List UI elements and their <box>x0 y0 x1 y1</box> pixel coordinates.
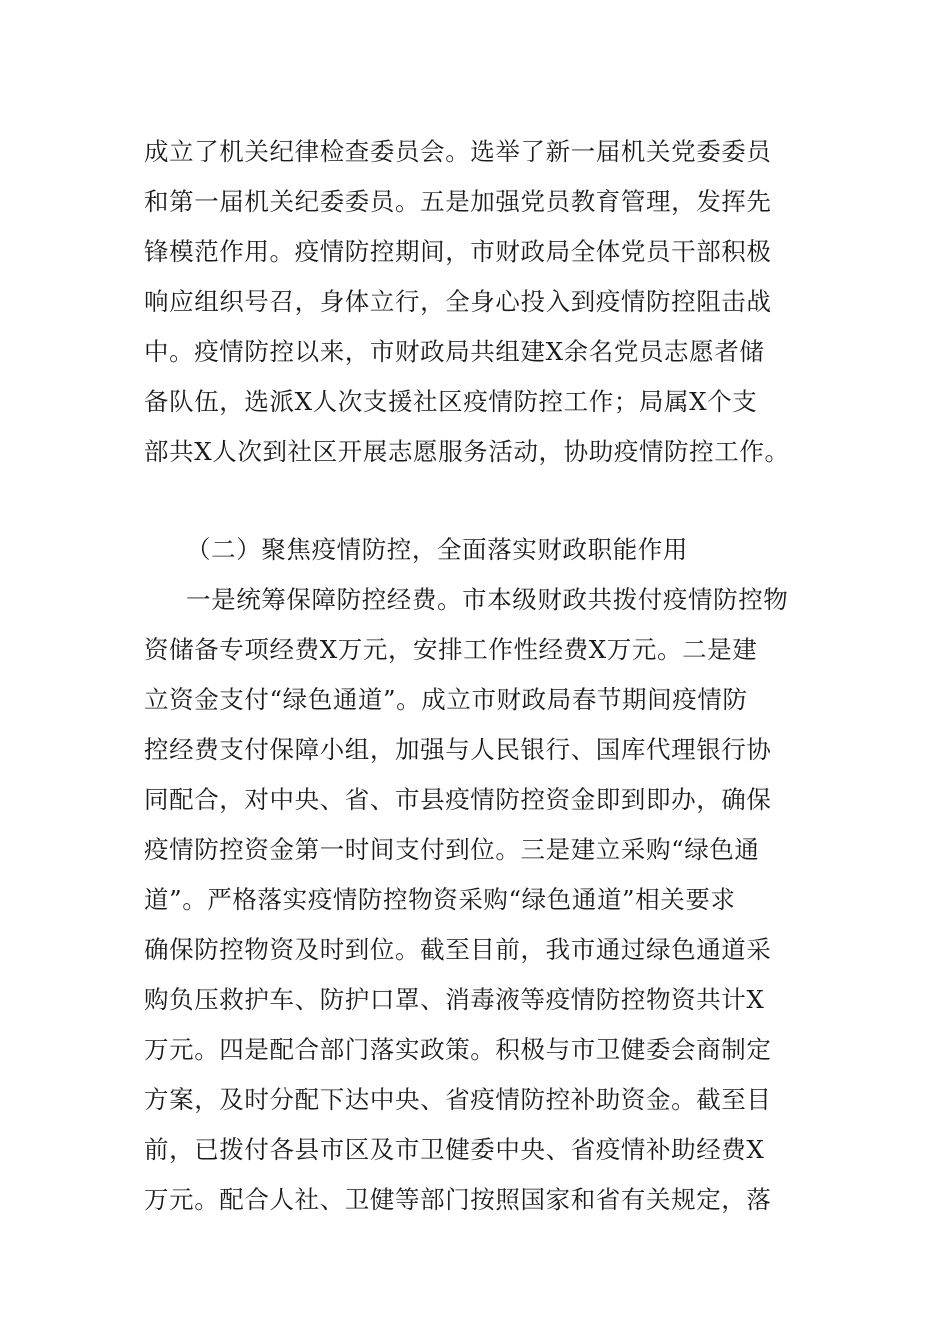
paragraph-line: 购负压救护车、防护口罩、消毒液等疫情防控物资共计X <box>144 985 765 1014</box>
paragraph-line: 疫情防控资金第一时间支付到位。三是建立采购“绿色通 <box>144 835 760 864</box>
paragraph-line: 部共X人次到社区开展志愿服务活动，协助疫情防控工作。 <box>144 437 790 466</box>
paragraph-line: 成立了机关纪律检查委员会。选举了新一届机关党委委员 <box>144 137 772 166</box>
paragraph-line: 同配合，对中央、省、市县疫情防控资金即到即办，确保 <box>144 785 772 814</box>
paragraph-line: 和第一届机关纪委委员。五是加强党员教育管理，发挥先 <box>144 187 772 216</box>
paragraph-line: 前，已拨付各县市区及市卫健委中央、省疫情补助经费X <box>144 1135 765 1164</box>
paragraph-line: 响应组织号召，身体立行，全身心投入到疫情防控阻击战 <box>144 287 772 316</box>
paragraph-line: 万元。四是配合部门落实政策。积极与市卫健委会商制定 <box>144 1035 772 1064</box>
paragraph-line: 万元。配合人社、卫健等部门按照国家和省有关规定，落 <box>144 1185 772 1214</box>
paragraph-line: 控经费支付保障小组，加强与人民银行、国库代理银行协 <box>144 735 772 764</box>
paragraph-line: 立资金支付“绿色通道”。成立市财政局春节期间疫情防 <box>144 685 748 714</box>
paragraph-line: 备队伍，选派X人次支援社区疫情防控工作；局属X个支 <box>144 387 758 416</box>
section-heading: （二）聚焦疫情防控，全面落实财政职能作用 <box>186 535 688 564</box>
paragraph-line: 方案，及时分配下达中央、省疫情防控补助资金。截至目 <box>144 1085 772 1114</box>
paragraph-line: 资储备专项经费X万元，安排工作性经费X万元。二是建 <box>144 635 758 664</box>
paragraph-line: 道”。严格落实疫情防控物资采购“绿色通道”相关要求 <box>144 885 736 914</box>
paragraph-line: 确保防控物资及时到位。截至目前，我市通过绿色通道采 <box>144 935 772 964</box>
paragraph-line: 中。疫情防控以来，市财政局共组建X余名党员志愿者储 <box>144 337 765 366</box>
paragraph-line: 一是统筹保障防控经费。市本级财政共拨付疫情防控物 <box>186 585 789 614</box>
paragraph-line: 锋模范作用。疫情防控期间，市财政局全体党员干部积极 <box>144 237 772 266</box>
